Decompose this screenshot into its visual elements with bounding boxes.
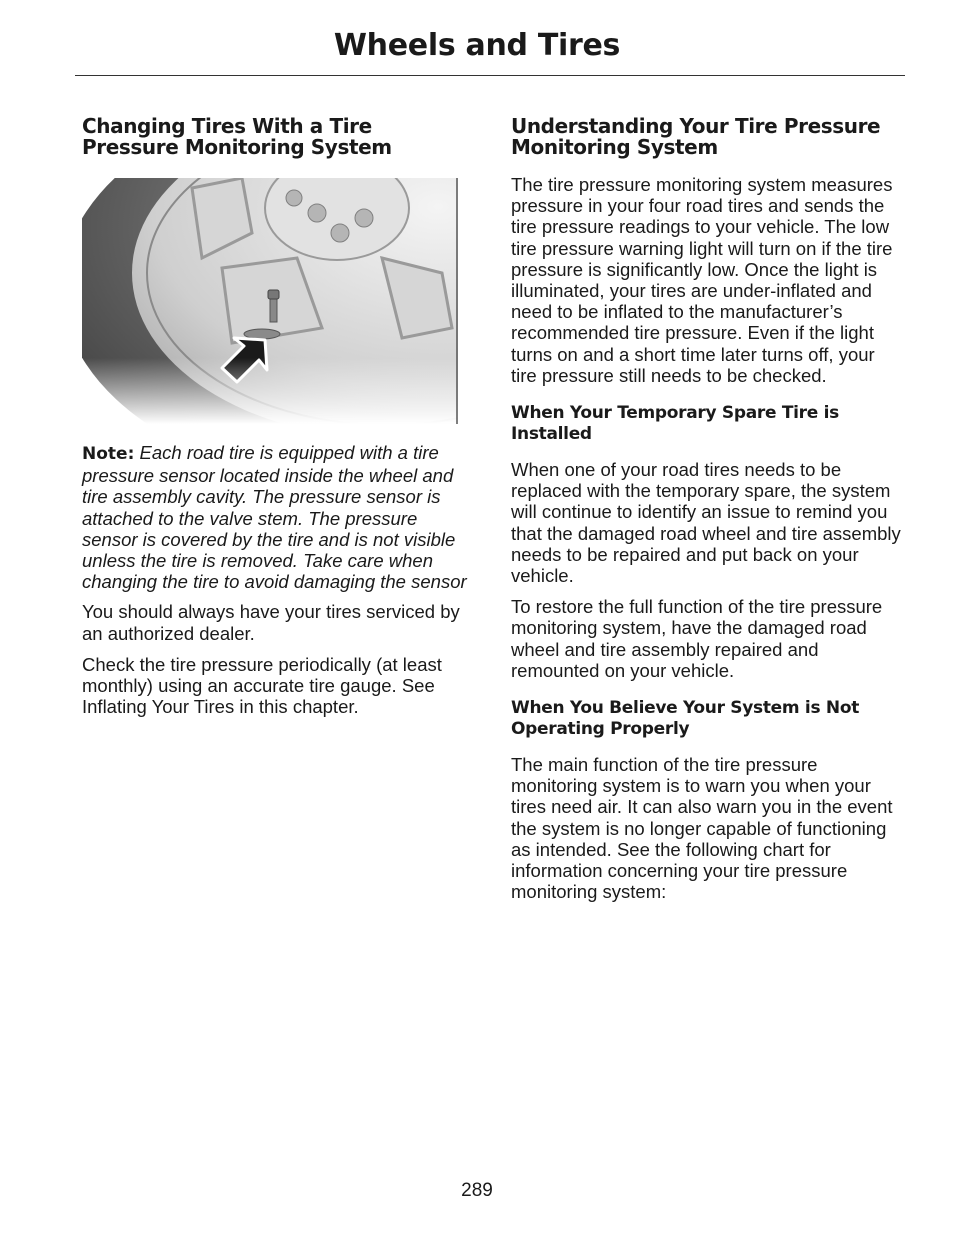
section-heading-changing-tires: Changing Tires With a Tire Pressure Monitoring System xyxy=(82,114,392,159)
page-title: Wheels and Tires xyxy=(333,28,621,63)
sensor-note xyxy=(82,442,472,592)
right-column xyxy=(511,116,903,902)
note-text: Each road tire is equipped with a tire pressure sensor located inside the wheel and tire assembly cavity. The pressure sensor is attached to the valve stem. The pressure sensor is covered by the tire and is not visible unless the tire is removed. Take care when changing the tire to avoid damaging the sensor xyxy=(82,442,467,593)
page-number: 289 xyxy=(461,1180,493,1201)
subheading-temporary-spare: When Your Temporary Spare Tire is Installed xyxy=(511,403,839,445)
left-column xyxy=(82,116,472,717)
paragraph-restore-function: To restore the full function of the tire pressure monitoring system, have the damaged road wheel and tire assembly repaired and remounted on your vehicle. xyxy=(511,596,883,681)
paragraph-check-pressure: Check the tire pressure periodically (at least monthly) using an accurate tire gauge. See Inflating Your Tires in this chapter. xyxy=(82,653,442,718)
paragraph-tpms-intro: The tire pressure monitoring system measures pressure in your four road tires and sends the tire pressure readings to your vehicle. The low tire pressure warning light will turn on if the tire pressure is significantly low. Once the light is illuminated, your tires are under-inflated and need to be inflated to the manufacturer’s recommended tire pressure. Even if the light turns on and a short time later turns off, your tire pressure still needs to be checked. xyxy=(511,174,893,386)
paragraph-service-dealer: You should always have your tires serviced by an authorized dealer. xyxy=(82,601,460,644)
section-heading-understanding-tpms: Understanding Your Tire Pressure Monitoring System xyxy=(511,114,881,159)
tire-valve-stem-illustration-icon xyxy=(82,178,458,424)
paragraph-spare-installed: When one of your road tires needs to be replaced with the temporary spare, the system will continue to identify an issue to remind you that the damaged road wheel and tire assembly needs to be repaired and put back on your vehicle. xyxy=(511,459,901,587)
title-divider xyxy=(75,75,905,76)
paragraph-main-function: The main function of the tire pressure monitoring system is to warn you when your tires need air. It can also warn you in the event the system is no longer capable of functioning as intended. See the following chart for information concerning your tire pressure monitoring system: xyxy=(511,754,893,903)
subheading-system-not-operating: When You Believe Your System is Not Operating Properly xyxy=(511,698,860,740)
note-label: Note: xyxy=(82,444,135,464)
